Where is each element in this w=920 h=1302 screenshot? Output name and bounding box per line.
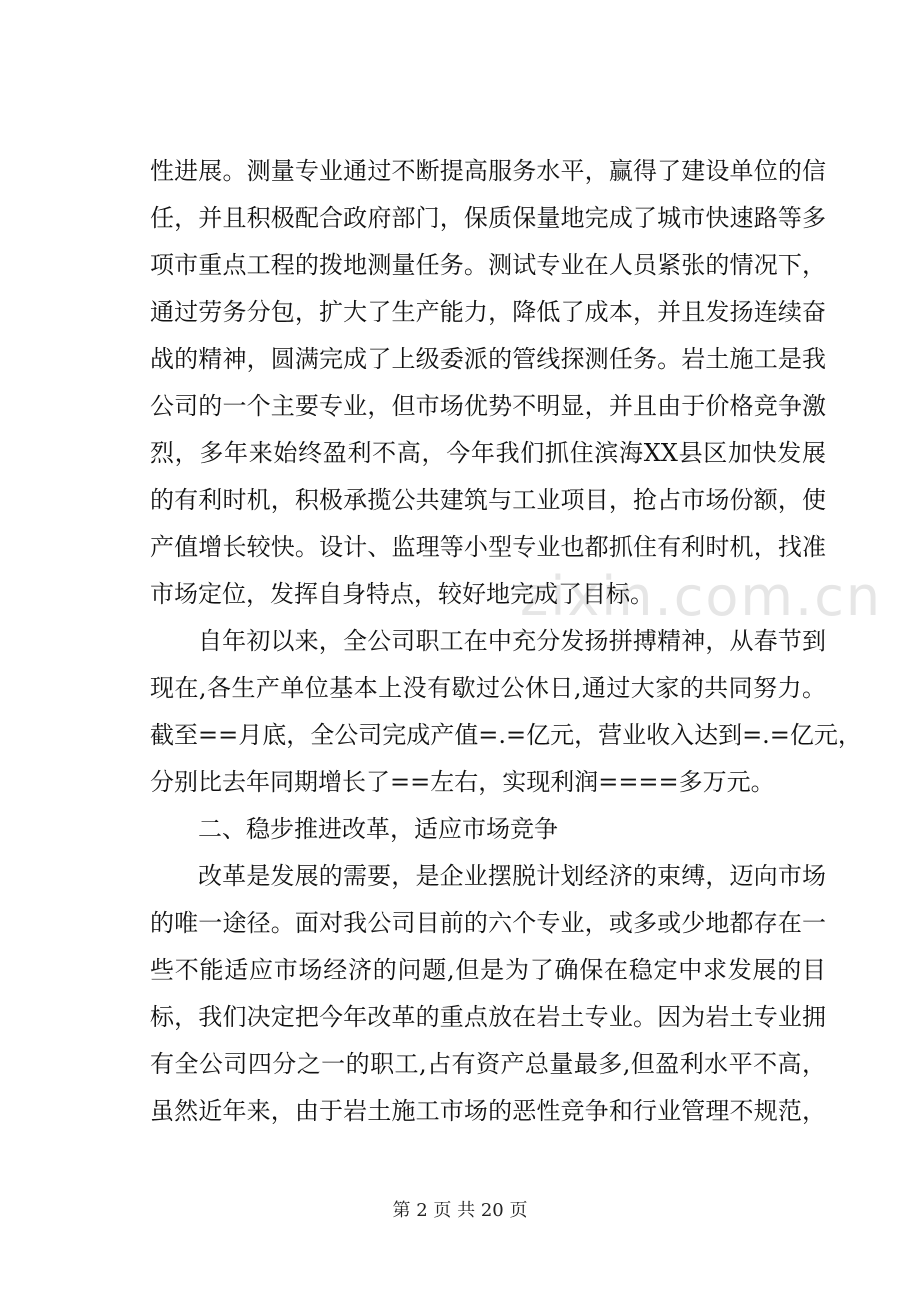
watermark: zixin.com.cn bbox=[520, 565, 883, 628]
text-line: 性进展。测量专业通过不断提高服务水平，赢得了建设单位的信 bbox=[150, 157, 826, 185]
text-line: 的唯一途径。面对我公司目前的六个专业，或多或少地都存在一 bbox=[150, 909, 826, 937]
text-line: 项市重点工程的拨地测量任务。测试专业在人员紧张的情况下， bbox=[150, 251, 826, 279]
text-line: 通过劳务分包，扩大了生产能力，降低了成本，并且发扬连续奋 bbox=[150, 298, 826, 326]
text-line: 分别比去年同期增长了==左右，实现利润====多万元。 bbox=[150, 768, 775, 796]
text-line: 的有利时机，积极承揽公共建筑与工业项目，抢占市场份额，使 bbox=[150, 486, 826, 514]
text-line: 虽然近年来，由于岩土施工市场的恶性竞争和行业管理不规范， bbox=[150, 1097, 826, 1125]
text-line: 自年初以来，全公司职工在中充分发扬拼搏精神，从春节到 bbox=[198, 627, 826, 655]
text-line: 战的精神，圆满完成了上级委派的管线探测任务。岩土施工是我 bbox=[150, 345, 826, 373]
text-line: 产值增长较快。设计、监理等小型专业也都抓住有利时机，找准 bbox=[150, 533, 826, 561]
text-line: 有全公司四分之一的职工,占有资产总量最多,但盈利水平不高， bbox=[150, 1050, 826, 1078]
page-number: 第 2 页 共 20 页 bbox=[392, 1200, 528, 1221]
text-line: 公司的一个主要专业，但市场优势不明显，并且由于价格竞争激 bbox=[150, 392, 826, 420]
text-line: 改革是发展的需要，是企业摆脱计划经济的束缚，迈向市场 bbox=[198, 862, 826, 890]
text-line: 现在,各生产单位基本上没有歇过公休日,通过大家的共同努力。 bbox=[150, 674, 826, 702]
text-line: 标，我们决定把今年改革的重点放在岩土专业。因为岩土专业拥 bbox=[150, 1003, 826, 1031]
text-line: 烈，多年来始终盈利不高，今年我们抓住滨海XX县区加快发展 bbox=[150, 439, 826, 467]
text-line: 市场定位，发挥自身特点，较好地完成了目标。 bbox=[150, 580, 654, 608]
text-line: 截至==月底，全公司完成产值=.=亿元，营业收入达到=.=亿元， bbox=[150, 721, 862, 749]
section-heading: 二、稳步推进改革，适应市场竞争 bbox=[198, 815, 558, 843]
text-line: 些不能适应市场经济的问题,但是为了确保在稳定中求发展的目 bbox=[150, 956, 826, 984]
text-line: 任，并且积极配合政府部门，保质保量地完成了城市快速路等多 bbox=[150, 204, 826, 232]
document-body bbox=[150, 148, 862, 1135]
